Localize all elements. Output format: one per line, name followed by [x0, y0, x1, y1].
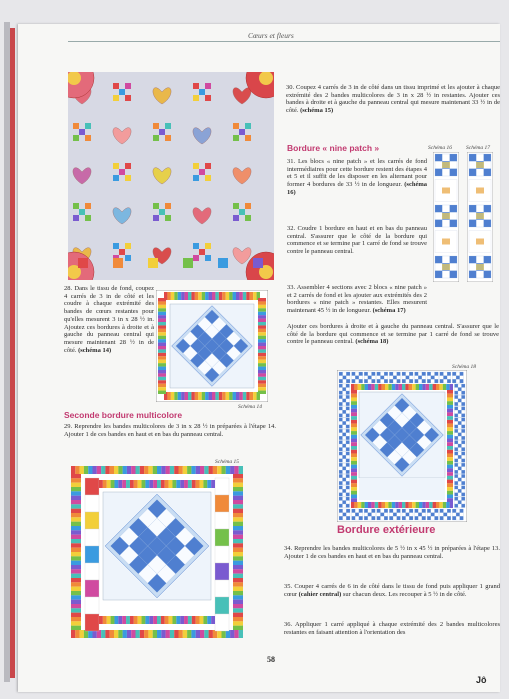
- schema-14-caption: Schéma 14: [238, 404, 262, 410]
- quilt-photo: [68, 72, 274, 280]
- step-34: 34. Reprendre les bandes multicolores de 5 ½ in x 45 ½ in préparées à l'étape 13. Ajouter 1 de ces bandes en haut et en bas du panneau central.: [284, 545, 500, 560]
- step-29: 29. Reprendre les bandes multicolores de 3 in x 28 ½ in préparées à l'étape 14. Ajouter 1 de ces bandes en haut et en bas du panneau central.: [64, 423, 276, 438]
- header-rule: [68, 41, 500, 42]
- step-33-rest-text: Ajouter ces bordures à droite et à gauche du panneau central. S'assurer que le côté de la bordure qui commence et se termine par 1 carré de fond se trouve contre le panneau central.: [287, 323, 499, 346]
- step-33-ref1: (schéma 17): [372, 307, 406, 315]
- schema-14: [156, 290, 268, 402]
- schema-14-diagram: [156, 290, 268, 402]
- page-number: 58: [267, 655, 275, 664]
- schema-16: [433, 152, 459, 282]
- step-35-text-a: 35. Couper 4 carrés de 6 in de côté dans le tissu de fond puis appliquer 1 grand cœur: [284, 583, 500, 598]
- schema-17-caption: Schéma 17: [466, 145, 490, 151]
- step-33-text: 33. Assembler 4 sections avec 2 blocs « nine patch » et 2 carrés de fond et les ajouter aux extrémités des 2 bordures « nine patch » restantes. Elles mesurent maintenant 45 ½ in de longueur.: [287, 284, 427, 315]
- schema-18: [337, 370, 467, 522]
- quilt-photo-illustration: [68, 72, 274, 280]
- step-35-bold: (cahier central): [298, 590, 342, 598]
- section-seconde-bordure: Seconde bordure multicolore: [64, 410, 183, 420]
- schema-16-caption: Schéma 16: [428, 145, 452, 151]
- step-31: [287, 158, 427, 197]
- step-36: 36. Appliquer 1 carré appliqué à chaque extrémité des 2 bandes multicolores restantes en faisant attention à l'orientation des: [284, 621, 500, 636]
- step-35-text-b: sur chacun deux. Les recouper à 5 ½ in de côté.: [342, 590, 467, 598]
- schema-17-diagram: [467, 152, 493, 282]
- schema-15: [71, 466, 243, 638]
- section-nine-patch: Bordure « nine patch »: [287, 143, 380, 153]
- step-31-ref: (schéma 16): [287, 181, 427, 196]
- step-33-rest: [287, 323, 499, 346]
- schema-16-diagram: [433, 152, 459, 282]
- schema-15-caption: Schéma 15: [215, 459, 239, 465]
- schema-18-caption: Schéma 18: [452, 364, 476, 370]
- step-33-intro: [287, 284, 427, 315]
- step-28-text: 28. Dans le tissu de fond, coupez 4 carrés de 3 in de côté et les coudre à chaque extrémité des bandes de cœurs restantes pour qu'elles mesurent 3 in x 28 ½ in. Ajoutez ces bordures à droite et à gauche du panneau central qui mesure maintenant 28 ½ in de côté.: [64, 285, 154, 354]
- step-28-ref: (schéma 14): [78, 346, 112, 354]
- step-30-ref: (schéma 15): [300, 107, 334, 115]
- step-32: 32. Coudre 1 bordure en haut et en bas du panneau central. S'assurer que le côté de la bordure qui commence et se termine par 1 carré de fond se trouve contre le panneau central.: [287, 225, 427, 256]
- schema-15-diagram: [71, 466, 243, 638]
- chapter-header: Cœurs et fleurs: [248, 31, 294, 40]
- schema-17: [467, 152, 493, 282]
- step-28: [64, 285, 154, 354]
- step-31-text: 31. Les blocs « nine patch » et les carrés de fond intermédiaires pour cette bordure restent des étapes 4 et 5 et il suffit de les disposer en les alternant pour former 4 bordures de 33 ½ in de longueur.: [287, 158, 427, 189]
- section-bordure-exterieure: Bordure extérieure: [337, 524, 436, 536]
- step-30-text: 30. Coupez 4 carrés de 3 in de côté dans un tissu imprimé et les ajouter à chaque extrémité des 2 bandes multicolores de 3 in x 28 ½ in restantes. Ajouter ces bandes à droite et à gauche du panneau central qui mesure maintenant 33 ½ in de côté.: [286, 84, 500, 115]
- schema-18-diagram: [337, 370, 467, 522]
- step-35: [284, 583, 500, 598]
- step-30: [286, 84, 500, 115]
- step-33-ref2: (schéma 18): [355, 338, 389, 346]
- page-edge-red: [10, 28, 15, 678]
- signature: Jô: [476, 675, 487, 685]
